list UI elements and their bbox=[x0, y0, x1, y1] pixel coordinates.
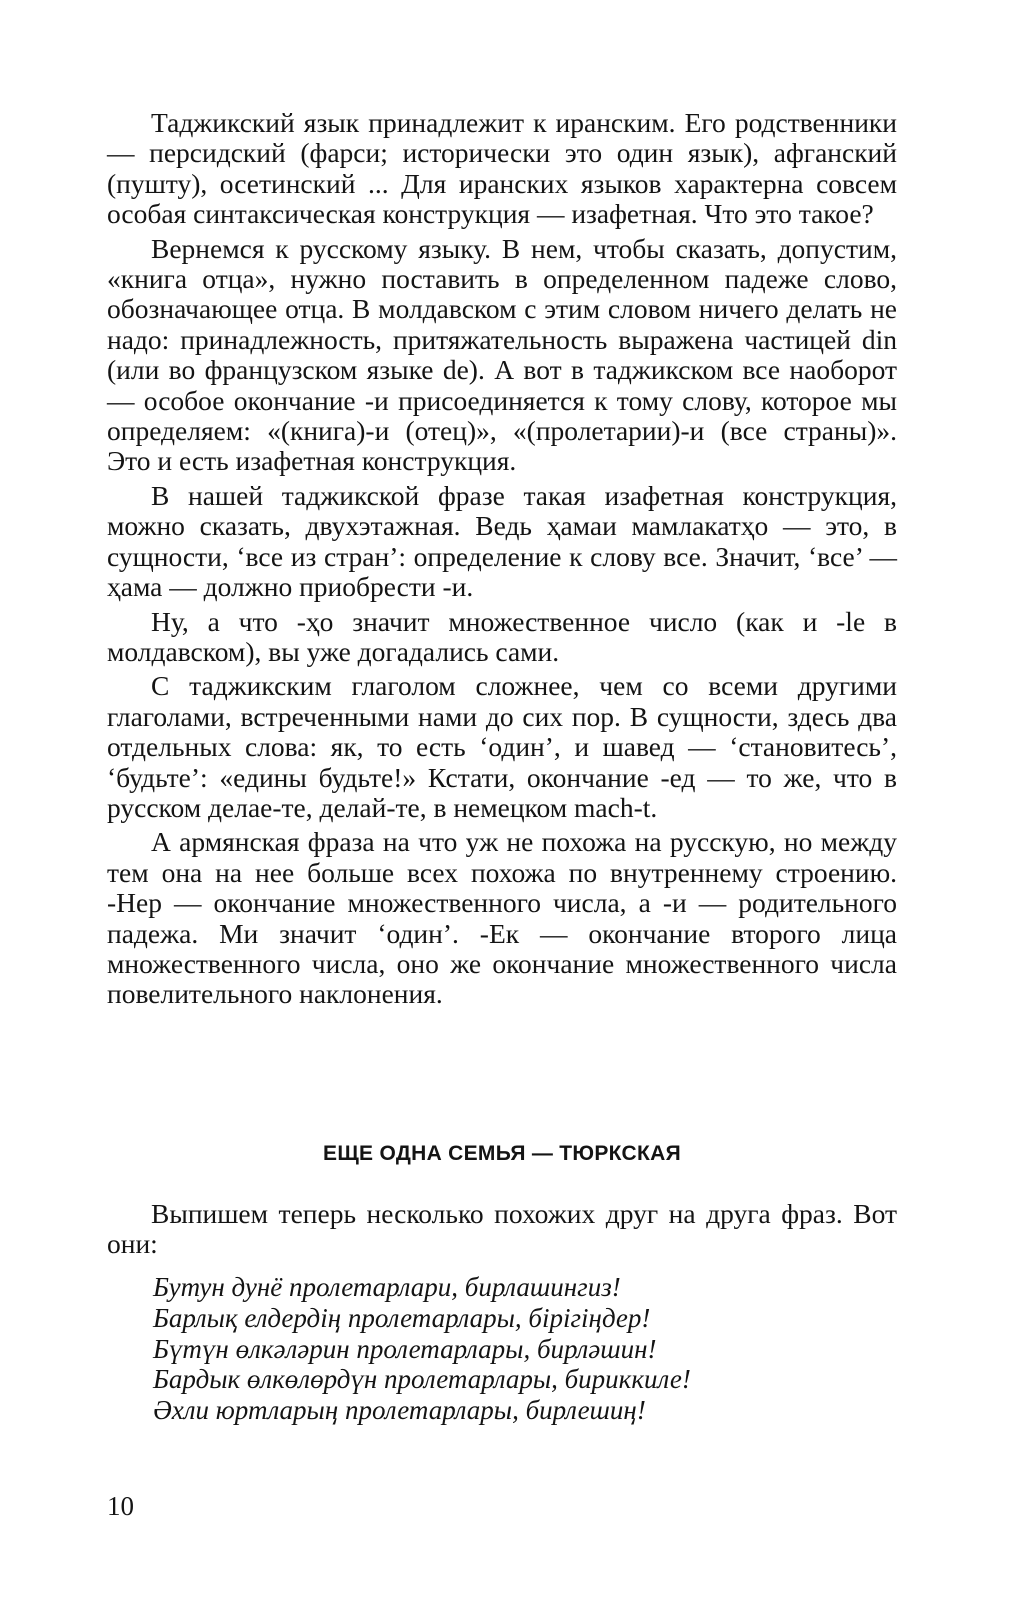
body-text bbox=[107, 108, 897, 1010]
paragraph-armenian-phrase: А армянская фраза на что уж не похожа на русскую, но между тем она на нее больше всех похожа по внутреннему строению. -Нер — окончание множественного числа, а -и — родительного падежа. Ми значит ‘один’. -Ек — окончание второго лица множественного числа, оно же окончание множественного числа повелительного наклонения. bbox=[107, 826, 897, 1010]
paragraph-tajik-intro: Таджикский язык принадлежит к иранским. Его родственники — персидский (фарси; исторически это один язык), афганский (пушту), осетинский ... Для иранских языков характерна совсем особая синтаксическая конструкция — изафетная. Что это такое? bbox=[107, 107, 897, 230]
paragraph-tajik-verb: С таджикским глаголом сложнее, чем со всеми другими глаголами, встреченными нами до сих пор. В сущности, здесь два отдельных слова: як, то есть ‘один’, и шавед — ‘становитесь’, ‘будьте’: «едины будьте!» Кстати, окончание -ед — то же, что в русском делае-те, делай-те, в немецком mach-t. bbox=[107, 670, 897, 823]
paragraph-two-storey-izafet: В нашей таджикской фразе такая изафетная конструкция, можно сказать, двухэтажная. Ведь ҳамаи мамлакатҳо — это, в сущности, ‘все из стран’: определение к слову все. Значит, ‘все’ — ҳама — должно приобрести -и. bbox=[107, 479, 897, 603]
paragraph-izafet-explanation: Вернемся к русскому языку. В нем, чтобы сказать, допустим, «книга отца», нужно поставить в определенном падеже слово, обозначающее отца. В молдавском с этим словом ничего делать не надо: принадлежность, притяжательность выражена частицей din (или во французском языке de). А вот в таджикском все наоборот — особое окончание -и присоединяется к тому слову, которое мы определяем: «(книга)-и (отец)», «(пролетарии)-и (все страны)». Это и есть изафетная конструкция. bbox=[107, 232, 897, 477]
example-phrase-turkmen: Әхли юртларың пролетарлары, бирлешиң! bbox=[153, 1395, 646, 1426]
example-phrase-uzbek: Бутун дунё пролетарлари, бирлашингиз! bbox=[153, 1272, 621, 1302]
paragraph-plural-ending: Ну, а что -ҳо значит множественное число (как и -le в молдавском), вы уже догадались сами. bbox=[107, 605, 897, 667]
section-heading: ЕЩЕ ОДНА СЕМЬЯ — ТЮРКСКАЯ bbox=[323, 1142, 681, 1165]
paragraph-turkic-intro: Выпишем теперь несколько похожих друг на друга фраз. Вот они: bbox=[107, 1198, 897, 1260]
example-phrase-tatar: Бүтүн өлкәләрин пролетарлары, бирләшин! bbox=[153, 1333, 657, 1364]
example-phrase-kyrgyz: Бардык өлкөлөрдүн пролетарлары, бириккиле! bbox=[153, 1364, 691, 1395]
page-number: 10 bbox=[107, 1491, 134, 1521]
example-phrases-list bbox=[153, 1272, 893, 1426]
example-phrase-kazakh: Барлық елдердің пролетарлары, бірігіңдер! bbox=[153, 1302, 651, 1333]
